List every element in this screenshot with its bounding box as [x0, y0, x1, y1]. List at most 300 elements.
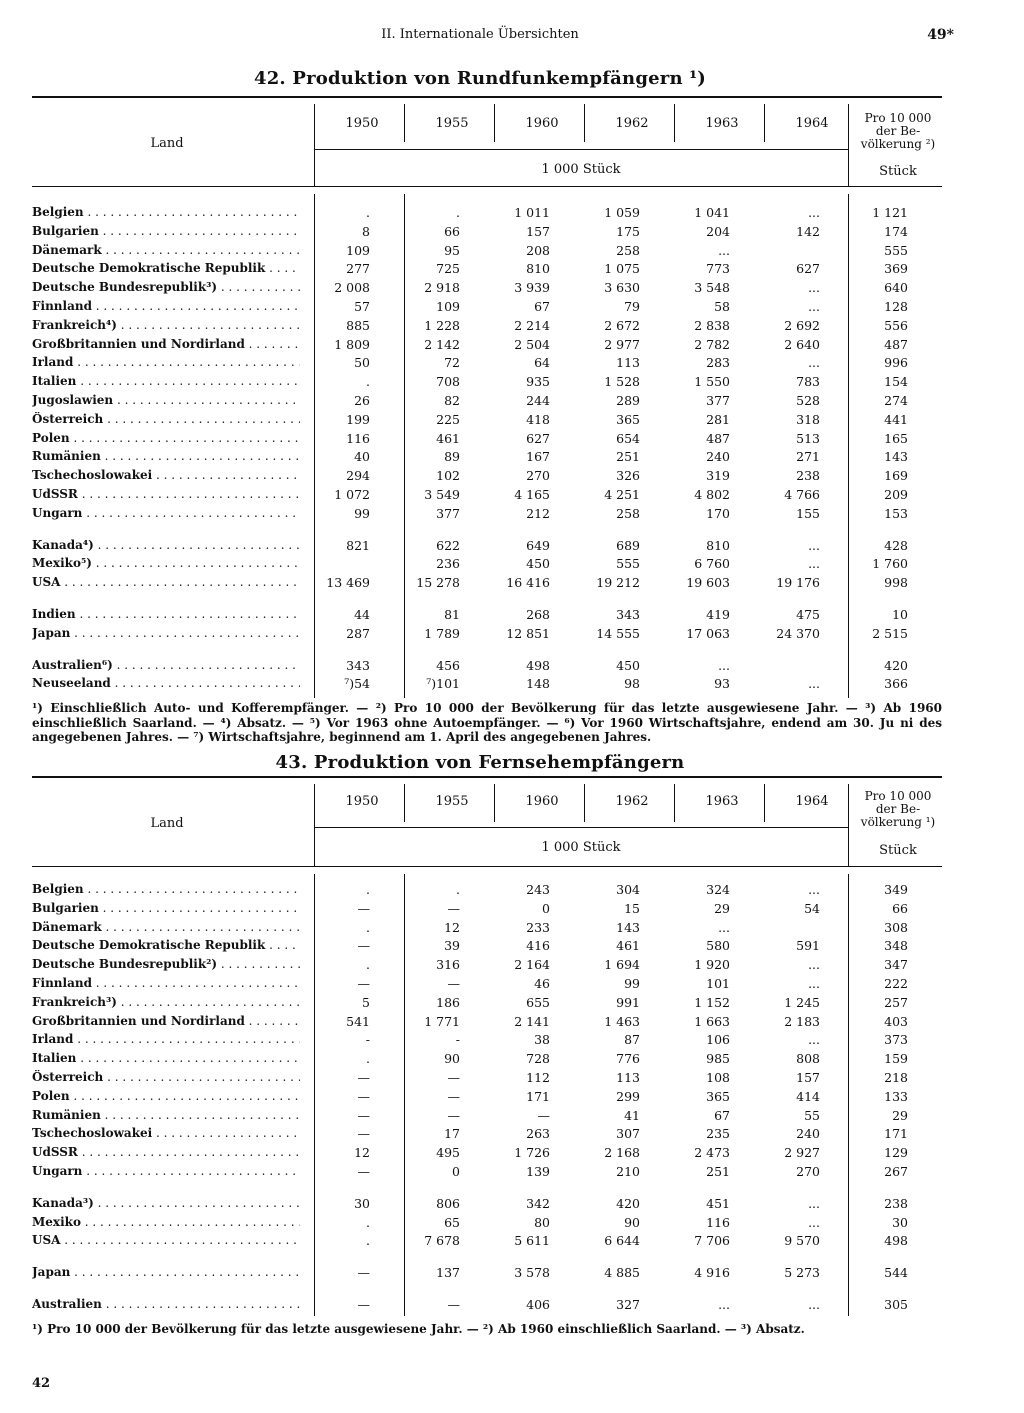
production-value: 2 164 [514, 957, 550, 973]
per-population-value: 1 760 [872, 556, 908, 572]
production-value: 12 [354, 1145, 370, 1161]
production-value: . [366, 1051, 370, 1067]
table-row [0, 374, 960, 393]
production-value: ... [808, 205, 820, 220]
table-row [0, 487, 960, 506]
per-population-value: 218 [884, 1069, 908, 1085]
production-value: ... [718, 919, 730, 935]
production-value: — [357, 975, 370, 991]
production-value: 307 [616, 1126, 640, 1142]
production-value: 30 [354, 1195, 370, 1211]
country-name: Großbritannien und Nordirland . . . [32, 1014, 300, 1028]
production-value: 1 528 [604, 374, 640, 390]
production-value: 7 706 [694, 1233, 730, 1249]
table-row [0, 882, 960, 901]
production-value: 208 [526, 242, 550, 258]
production-value: 90 [444, 1051, 460, 1067]
country-name: Finnland . . . [32, 299, 300, 313]
column-divider [404, 784, 405, 822]
production-value: 2 640 [784, 336, 820, 352]
per-population-value: 556 [884, 317, 908, 333]
production-value: 450 [526, 556, 550, 572]
per-population-value: 996 [884, 355, 908, 371]
country-name: Kanada⁴) . . . [32, 538, 300, 552]
production-value: 258 [616, 505, 640, 521]
production-value: — [357, 900, 370, 916]
table-row [0, 676, 960, 695]
production-value: 1 550 [694, 374, 730, 390]
per-population-value: 267 [884, 1163, 908, 1179]
production-value: 6 760 [694, 556, 730, 572]
production-value: 58 [714, 298, 730, 314]
production-value: ... [808, 975, 820, 991]
production-value: . [366, 374, 370, 390]
country-name: Polen . . . [32, 1089, 300, 1103]
production-value: 175 [616, 223, 640, 239]
table-row [0, 556, 960, 575]
production-value: ... [808, 1214, 820, 1230]
column-header-year: 1955 [435, 116, 469, 131]
production-value: 655 [526, 994, 550, 1010]
production-value: 555 [616, 556, 640, 572]
column-header-land: Land [150, 816, 184, 831]
country-name: Mexiko⁵) . . . [32, 556, 300, 570]
table-row [0, 1215, 960, 1234]
country-name: Bulgarien . . . [32, 901, 300, 915]
per-population-value: 544 [884, 1265, 908, 1281]
production-value: 627 [796, 261, 820, 277]
production-value: 81 [444, 606, 460, 622]
table-row [0, 1108, 960, 1127]
production-value: 251 [616, 449, 640, 465]
production-value: 2 977 [604, 336, 640, 352]
production-value: 116 [346, 430, 370, 446]
production-value: 283 [706, 355, 730, 371]
country-name: Bulgarien . . . [32, 224, 300, 238]
production-value: 55 [804, 1107, 820, 1123]
production-value: 365 [706, 1088, 730, 1104]
production-value: 64 [534, 355, 550, 371]
production-value: 101 [706, 975, 730, 991]
per-population-value: 171 [884, 1126, 908, 1142]
production-value: 810 [706, 537, 730, 553]
production-value: 324 [706, 882, 730, 897]
production-value: 15 278 [416, 575, 460, 591]
country-name: Dänemark . . . [32, 920, 300, 934]
production-value: 513 [796, 430, 820, 446]
per-population-value: 1 121 [872, 205, 908, 220]
per-population-value: 10 [892, 606, 908, 622]
production-value: 157 [526, 223, 550, 239]
per-population-value: 238 [884, 1195, 908, 1211]
production-value: 258 [616, 242, 640, 258]
table-row [0, 575, 960, 594]
per-population-value: 129 [884, 1145, 908, 1161]
production-value: 155 [796, 505, 820, 521]
production-value: 3 939 [514, 280, 550, 296]
table-42-body [0, 205, 960, 695]
production-value: 82 [444, 392, 460, 408]
per-population-line: der Be- [875, 124, 921, 138]
column-divider [494, 784, 495, 822]
production-value: 3 578 [514, 1265, 550, 1281]
production-value: 728 [526, 1051, 550, 1067]
production-value: ... [718, 242, 730, 258]
column-divider [674, 104, 675, 142]
production-value: 171 [526, 1088, 550, 1104]
production-value: 170 [706, 505, 730, 521]
production-value: 4 802 [694, 486, 730, 502]
column-header-year: 1955 [435, 794, 469, 809]
production-value: 319 [706, 468, 730, 484]
production-value: 225 [436, 411, 460, 427]
production-value: 327 [616, 1296, 640, 1312]
running-head [0, 27, 1024, 47]
country-name: Ungarn . . . [32, 1164, 300, 1178]
bottom-page-number: 42 [32, 1376, 51, 1391]
production-value: 251 [706, 1163, 730, 1179]
table-43-title: 43. Produktion von Fernsehempfängern [275, 752, 685, 773]
production-value: 109 [346, 242, 370, 258]
table-row [0, 1032, 960, 1051]
production-value: 79 [624, 298, 640, 314]
production-value: 54 [804, 900, 820, 916]
production-value: 113 [616, 1069, 640, 1085]
country-name: Deutsche Demokratische Republik . . . [32, 938, 300, 952]
table-row [0, 1014, 960, 1033]
production-value: 93 [714, 676, 730, 692]
column-divider [314, 784, 315, 866]
production-value: 99 [354, 505, 370, 521]
table-row [0, 1233, 960, 1252]
production-value: 17 063 [686, 625, 730, 641]
column-divider [848, 784, 849, 866]
table-row [0, 1196, 960, 1215]
per-population-value: 347 [884, 957, 908, 973]
column-divider [494, 104, 495, 142]
header-rule [314, 149, 848, 150]
table-row [0, 920, 960, 939]
header-bottom-rule [32, 866, 942, 867]
production-value: 108 [706, 1069, 730, 1085]
production-value: 935 [526, 374, 550, 390]
production-value: - [365, 1032, 370, 1048]
production-value: 2 927 [784, 1145, 820, 1161]
per-population-line: Pro 10 000 [864, 111, 932, 125]
country-name: Japan . . . [32, 626, 300, 640]
column-divider [314, 104, 315, 186]
per-population-unit: Stück [879, 164, 917, 179]
production-value: 475 [796, 606, 820, 622]
production-value: 12 [444, 919, 460, 935]
production-value: 343 [346, 657, 370, 673]
production-value: 1 726 [514, 1145, 550, 1161]
country-name: Irland . . . [32, 355, 300, 369]
country-name: Österreich . . . [32, 412, 300, 426]
per-population-value: 349 [884, 882, 908, 897]
production-value: 139 [526, 1163, 550, 1179]
production-value: 808 [796, 1051, 820, 1067]
production-value: ... [808, 957, 820, 973]
country-name: Australien⁶) . . . [32, 658, 300, 672]
table-row [0, 976, 960, 995]
production-value: — [357, 1107, 370, 1123]
production-value: 1 041 [694, 205, 730, 220]
production-value: 15 [624, 900, 640, 916]
production-value: 1 245 [784, 994, 820, 1010]
production-value: 591 [796, 938, 820, 954]
production-value: 6 644 [604, 1233, 640, 1249]
production-value: . [366, 1233, 370, 1249]
production-value: 66 [444, 223, 460, 239]
production-value: 461 [616, 938, 640, 954]
production-value: 116 [706, 1214, 730, 1230]
production-value: 44 [354, 606, 370, 622]
table-row [0, 626, 960, 645]
production-value: 50 [354, 355, 370, 371]
country-name: Italien . . . [32, 1051, 300, 1065]
per-population-header [848, 790, 948, 829]
column-header-year: 1960 [525, 116, 559, 131]
country-name: USA . . . [32, 1233, 300, 1247]
production-value: 1 809 [334, 336, 370, 352]
production-value: 5 273 [784, 1265, 820, 1281]
production-value: 689 [616, 537, 640, 553]
country-name: UdSSR . . . [32, 1145, 300, 1159]
country-name: Deutsche Demokratische Republik . . . [32, 261, 300, 275]
production-value: 270 [796, 1163, 820, 1179]
production-value: 2 782 [694, 336, 730, 352]
production-value: 277 [346, 261, 370, 277]
production-value: 243 [526, 882, 550, 897]
column-divider [848, 104, 849, 186]
production-value: 580 [706, 938, 730, 954]
table-row [0, 506, 960, 525]
production-value: 418 [526, 411, 550, 427]
per-population-value: 555 [884, 242, 908, 258]
production-value: 885 [346, 317, 370, 333]
production-value: 14 555 [596, 625, 640, 641]
production-value: 263 [526, 1126, 550, 1142]
production-value: 90 [624, 1214, 640, 1230]
per-population-value: 128 [884, 298, 908, 314]
column-divider [674, 784, 675, 822]
per-population-value: 305 [884, 1296, 908, 1312]
production-value: 40 [354, 449, 370, 465]
production-value: 238 [796, 468, 820, 484]
production-value: . [366, 957, 370, 973]
per-population-value: 209 [884, 486, 908, 502]
table-row [0, 1126, 960, 1145]
production-value: 1 789 [424, 625, 460, 641]
production-value: 24 370 [776, 625, 820, 641]
production-value: 1 059 [604, 205, 640, 220]
production-value: 2 142 [424, 336, 460, 352]
production-value: 294 [346, 468, 370, 484]
production-value: 98 [624, 676, 640, 692]
per-population-value: 441 [884, 411, 908, 427]
production-value: 773 [706, 261, 730, 277]
country-name: Finnland . . . [32, 976, 300, 990]
country-name: Mexiko . . . [32, 1215, 300, 1229]
production-value: 810 [526, 261, 550, 277]
header-rule [314, 827, 848, 828]
production-value: 38 [534, 1032, 550, 1048]
production-value: 5 611 [514, 1233, 550, 1249]
group-gap [0, 1183, 960, 1196]
country-name: Irland . . . [32, 1032, 300, 1046]
production-value: 281 [706, 411, 730, 427]
group-gap [0, 525, 960, 538]
header-bottom-rule [32, 186, 942, 187]
production-value: 654 [616, 430, 640, 446]
table-43-top-rule [32, 776, 942, 778]
production-value: 109 [436, 298, 460, 314]
page-number: 49* [927, 27, 954, 43]
table-row [0, 658, 960, 677]
table-row [0, 261, 960, 280]
production-value: 4 885 [604, 1265, 640, 1281]
production-value: 4 766 [784, 486, 820, 502]
table-42-title: 42. Produktion von Rundfunkempfängern ¹) [253, 68, 707, 89]
column-divider [584, 784, 585, 822]
production-value: 204 [706, 223, 730, 239]
production-value: ... [718, 1296, 730, 1312]
production-value: — [357, 1069, 370, 1085]
production-value: 985 [706, 1051, 730, 1067]
table-row [0, 318, 960, 337]
per-population-value: 222 [884, 975, 908, 991]
production-value: 821 [346, 537, 370, 553]
production-value: . [366, 882, 370, 897]
production-value: 3 548 [694, 280, 730, 296]
per-population-value: 153 [884, 505, 908, 521]
table-row [0, 243, 960, 262]
production-value: 142 [796, 223, 820, 239]
production-value: 498 [526, 657, 550, 673]
production-value: . [366, 1214, 370, 1230]
production-value: 65 [444, 1214, 460, 1230]
production-value: 2 473 [694, 1145, 730, 1161]
per-population-value: 29 [892, 1107, 908, 1123]
production-value: — [357, 938, 370, 954]
production-value: — [447, 975, 460, 991]
production-value: 29 [714, 900, 730, 916]
production-value: — [357, 1163, 370, 1179]
production-value: 451 [706, 1195, 730, 1211]
column-header-year: 1950 [345, 794, 379, 809]
per-population-value: 373 [884, 1032, 908, 1048]
country-name: Belgien . . . [32, 205, 300, 219]
group-gap [0, 594, 960, 607]
production-value: 299 [616, 1088, 640, 1104]
production-value: 725 [436, 261, 460, 277]
production-value: 528 [796, 392, 820, 408]
production-value: 143 [616, 919, 640, 935]
production-value: 3 630 [604, 280, 640, 296]
column-header-year: 1963 [705, 794, 739, 809]
production-value: 80 [534, 1214, 550, 1230]
table-row [0, 299, 960, 318]
production-value: 1 663 [694, 1013, 730, 1029]
production-value: 102 [436, 468, 460, 484]
production-value: 318 [796, 411, 820, 427]
production-value: . [456, 205, 460, 220]
country-name: Neuseeland . . . [32, 676, 300, 690]
production-value: 240 [706, 449, 730, 465]
production-value: 212 [526, 505, 550, 521]
country-name: Belgien . . . [32, 882, 300, 896]
table-row [0, 1297, 960, 1316]
production-value: — [447, 1069, 460, 1085]
production-value: 2 008 [334, 280, 370, 296]
country-name: UdSSR . . . [32, 487, 300, 501]
production-value: 365 [616, 411, 640, 427]
production-value: 1 152 [694, 994, 730, 1010]
country-name: Rumänien . . . [32, 1108, 300, 1122]
table-row [0, 995, 960, 1014]
production-value: 420 [616, 1195, 640, 1211]
production-value: 289 [616, 392, 640, 408]
production-value: 456 [436, 657, 460, 673]
production-value: 326 [616, 468, 640, 484]
production-value: 157 [796, 1069, 820, 1085]
production-value: 2 141 [514, 1013, 550, 1029]
country-name: USA . . . [32, 575, 300, 589]
production-value: 9 570 [784, 1233, 820, 1249]
production-value: 137 [436, 1265, 460, 1281]
production-value: 541 [346, 1013, 370, 1029]
production-value: 240 [796, 1126, 820, 1142]
production-value: 17 [444, 1126, 460, 1142]
production-value: 1 072 [334, 486, 370, 502]
production-value: ... [718, 657, 730, 673]
group-gap [0, 1284, 960, 1297]
production-value: 2 214 [514, 317, 550, 333]
per-population-line: völkerung ²) [860, 137, 936, 151]
production-value: . [366, 205, 370, 220]
production-value: 57 [354, 298, 370, 314]
country-name: Frankreich⁴) . . . [32, 318, 300, 332]
production-value: 87 [624, 1032, 640, 1048]
column-header-year: 1964 [795, 116, 829, 131]
production-value: 487 [706, 430, 730, 446]
production-value: 19 212 [596, 575, 640, 591]
table-row [0, 1265, 960, 1284]
per-population-value: 369 [884, 261, 908, 277]
production-value: 244 [526, 392, 550, 408]
production-value: 1 463 [604, 1013, 640, 1029]
production-value: 1 228 [424, 317, 460, 333]
column-divider [404, 104, 405, 142]
production-value: 776 [616, 1051, 640, 1067]
per-population-value: 998 [884, 575, 908, 591]
production-value: 233 [526, 919, 550, 935]
production-value: . [456, 882, 460, 897]
table-row [0, 1051, 960, 1070]
group-gap [0, 645, 960, 658]
production-value: — [357, 1265, 370, 1281]
table-row [0, 431, 960, 450]
production-value: 148 [526, 676, 550, 692]
production-value: ... [808, 355, 820, 371]
production-value: 414 [796, 1088, 820, 1104]
production-value: ... [808, 1032, 820, 1048]
production-value: 649 [526, 537, 550, 553]
production-value: — [447, 1107, 460, 1123]
per-population-value: 174 [884, 223, 908, 239]
table-42-top-rule [32, 96, 942, 98]
